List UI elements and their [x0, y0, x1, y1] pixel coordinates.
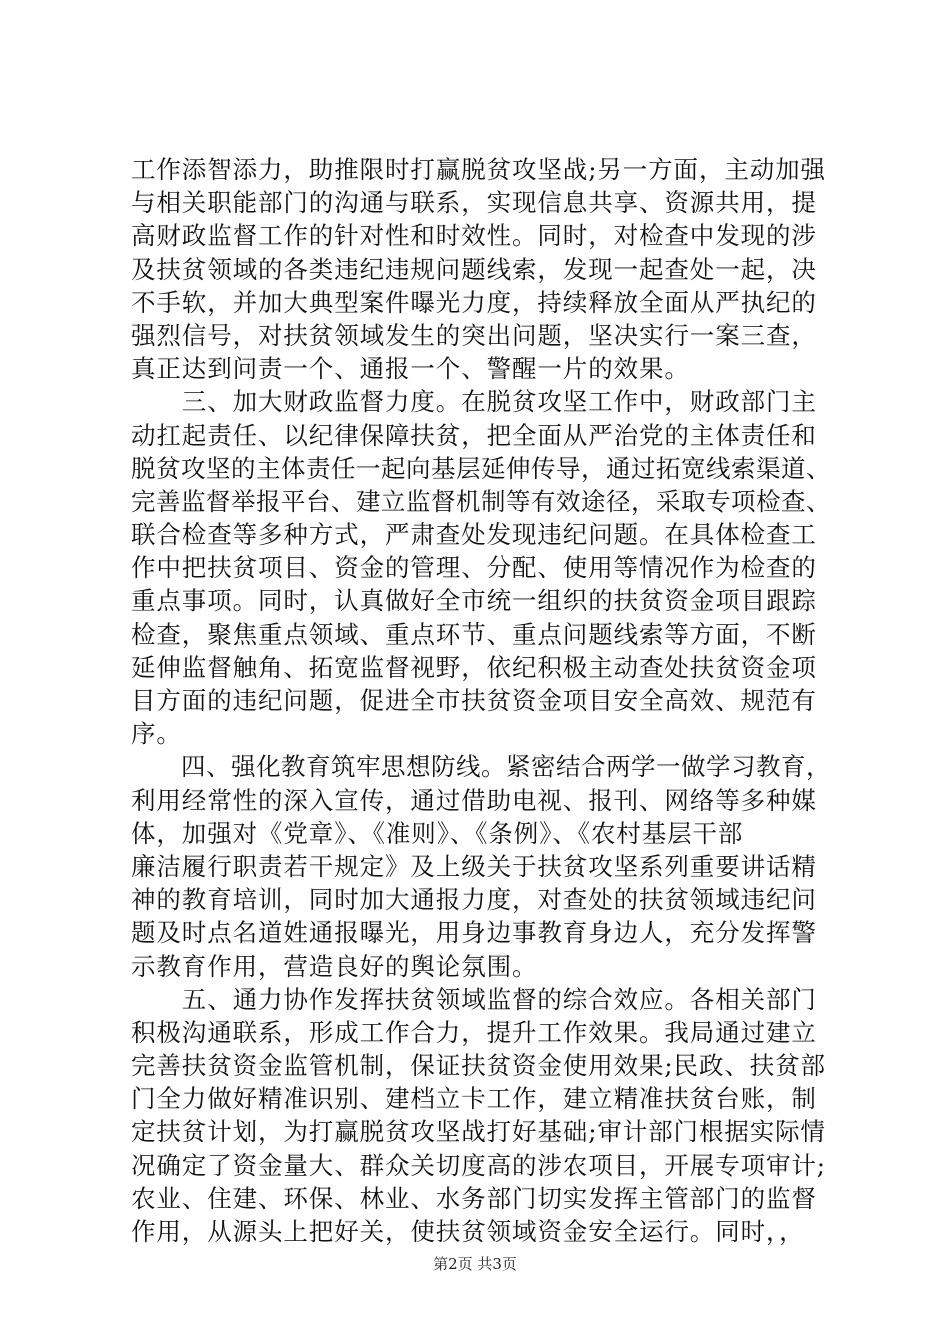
- text-line: 高财政监督工作的针对性和时效性。同时，对检查中发现的涉: [131, 221, 817, 251]
- text-line: 五、通力协作发挥扶贫领域监督的综合效应。各相关部门: [131, 984, 817, 1014]
- text-line: 利用经常性的深入宣传，通过借助电视、报刊、网络等多种媒: [131, 785, 817, 815]
- text-line: 序。: [131, 719, 182, 749]
- text-line: 作用，从源头上把好关，使扶贫领域资金安全运行。同时，，: [131, 1217, 805, 1246]
- text-line: 完善监督举报平台、建立监督机制等有效途径，采取专项检查、: [131, 486, 831, 516]
- text-line: 动扛起责任、以纪律保障扶贫，把全面从严治党的主体责任和: [131, 420, 817, 450]
- page-footer: 第2页 共3页: [433, 1255, 517, 1273]
- text-line: 定扶贫计划，为打赢脱贫攻坚战打好基础;审计部门根据实际情: [131, 1117, 826, 1147]
- text-line: 检查，聚焦重点领域、重点环节、重点问题线索等方面，不断: [131, 619, 817, 649]
- text-line: 廉洁履行职责若干规定》及上级关于扶贫攻坚系列重要讲话精: [131, 851, 817, 881]
- text-line: 三、加大财政监督力度。在脱贫攻坚工作中，财政部门主: [131, 387, 817, 417]
- text-line: 完善扶贫资金监管机制，保证扶贫资金使用效果;民政、扶贫部: [131, 1051, 826, 1081]
- text-line: 题及时点名道姓通报曝光，用身边事教育身边人，充分发挥警: [131, 918, 817, 948]
- text-line: 门全力做好精准识别、建档立卡工作，建立精准扶贫台账，制: [131, 1084, 817, 1114]
- text-line: 积极沟通联系，形成工作合力，提升工作效果。我局通过建立: [131, 1017, 817, 1047]
- text-line: 不手软，并加大典型案件曝光力度，持续释放全面从严执纪的: [131, 287, 817, 317]
- text-line: 重点事项。同时，认真做好全市统一组织的扶贫资金项目跟踪: [131, 586, 817, 616]
- text-line: 示教育作用，营造良好的舆论氛围。: [131, 951, 538, 981]
- text-line: 农业、住建、环保、林业、水务部门切实发挥主管部门的监督: [131, 1183, 817, 1213]
- text-line: 真正达到问责一个、通报一个、警醒一片的效果。: [131, 354, 690, 384]
- text-line: 工作添智添力，助推限时打赢脱贫攻坚战;另一方面，主动加强: [131, 155, 826, 184]
- text-line: 脱贫攻坚的主体责任一起向基层延伸传导，通过拓宽线索渠道、: [131, 453, 831, 483]
- text-line: 神的教育培训，同时加大通报力度，对查处的扶贫领域违纪问: [131, 885, 817, 915]
- text-line: 强烈信号，对扶贫领域发生的突出问题，坚决实行一案三查，: [131, 320, 817, 350]
- text-line: 况确定了资金量大、群众关切度高的涉农项目，开展专项审计;: [131, 1150, 826, 1180]
- text-line: 目方面的违纪问题，促进全市扶贫资金项目安全高效、规范有: [131, 686, 817, 715]
- text-line: 四、强化教育筑牢思想防线。紧密结合两学一做学习教育，: [131, 752, 831, 782]
- text-line: 联合检查等多种方式，严肃查处发现违纪问题。在具体检查工: [131, 520, 817, 550]
- body-text: [131, 153, 831, 1248]
- text-line: 延伸监督触角、拓宽监督视野，依纪积极主动查处扶贫资金项: [131, 652, 817, 682]
- text-line: 体，加强对《党章》、《准则》、《条例》、《农村基层干部: [131, 818, 744, 848]
- text-line: 与相关职能部门的沟通与联系，实现信息共享、资源共用，提: [131, 188, 817, 218]
- text-line: 及扶贫领域的各类违纪违规问题线索，发现一起查处一起，决: [131, 254, 817, 284]
- text-line: 作中把扶贫项目、资金的管理、分配、使用等情况作为检查的: [131, 553, 817, 583]
